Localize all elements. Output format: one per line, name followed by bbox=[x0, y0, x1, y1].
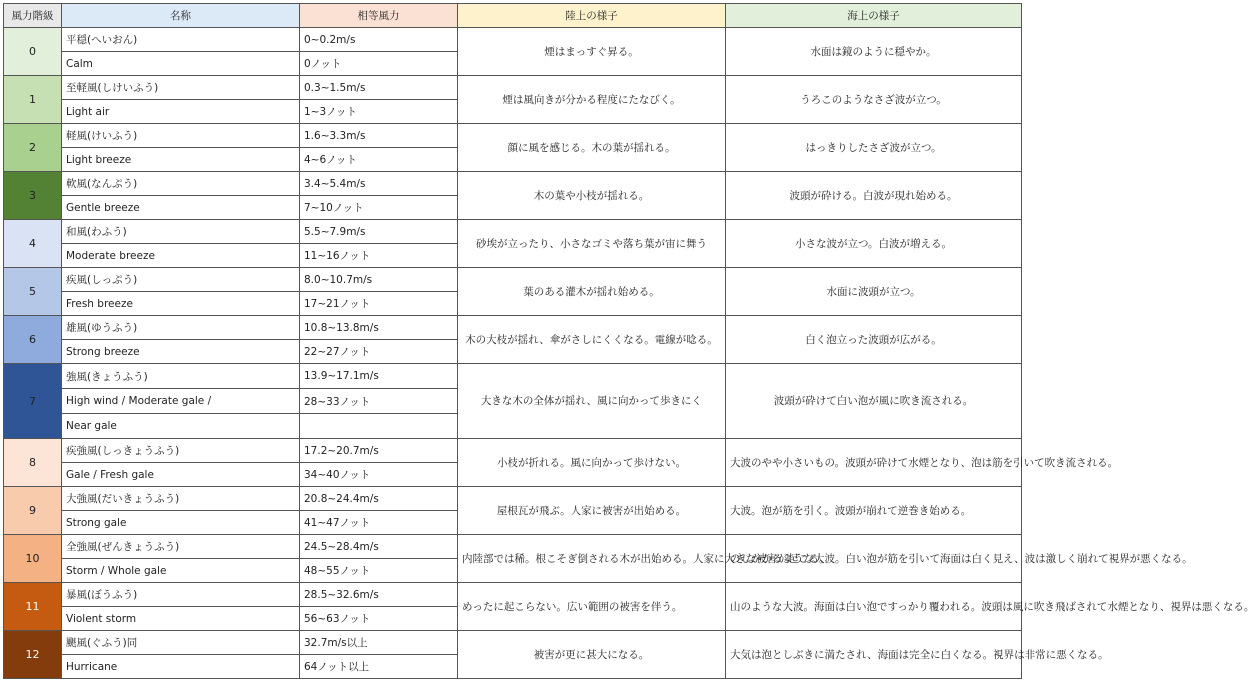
wind-speed-knots bbox=[300, 414, 458, 439]
wind-speed-knots: 28~33ノット bbox=[300, 389, 458, 414]
land-description: 大きな木の全体が揺れ、風に向かって歩きにく bbox=[458, 364, 726, 439]
name-jp: 軽風(けいふう) bbox=[62, 124, 300, 148]
table-row bbox=[4, 487, 1022, 511]
land-description: 砂埃が立ったり、小さなゴミや落ち葉が宙に舞う bbox=[458, 220, 726, 268]
level-cell: 1 bbox=[4, 76, 62, 124]
name-jp: 疾強風(しっきょうふう) bbox=[62, 439, 300, 463]
name-en: Gentle breeze bbox=[62, 196, 300, 220]
land-description: 葉のある灌木が揺れ始める。 bbox=[458, 268, 726, 316]
beaufort-scale-table bbox=[3, 3, 1254, 679]
name-jp: 和風(わふう) bbox=[62, 220, 300, 244]
header-name: 名称 bbox=[62, 4, 300, 28]
name-en: Light air bbox=[62, 100, 300, 124]
wind-speed-knots: 1~3ノット bbox=[300, 100, 458, 124]
wind-speed-ms: 10.8~13.8m/s bbox=[300, 316, 458, 340]
table-row bbox=[4, 268, 1022, 292]
table-body bbox=[4, 28, 1254, 679]
level-cell: 7 bbox=[4, 364, 62, 439]
wind-speed-ms: 8.0~10.7m/s bbox=[300, 268, 458, 292]
wind-speed-knots: 34~40ノット bbox=[300, 463, 458, 487]
sea-description: うろこのようなさざ波が立つ。 bbox=[726, 76, 1022, 124]
name-en: Calm bbox=[62, 52, 300, 76]
wind-speed-ms: 0~0.2m/s bbox=[300, 28, 458, 52]
sea-description: 山のような大波。海面は白い泡ですっかり覆われる。波頭は風に吹き飛ばされて水煙となり、視界は悪くなる。 bbox=[726, 583, 1022, 631]
level-cell: 3 bbox=[4, 172, 62, 220]
name-en: Strong gale bbox=[62, 511, 300, 535]
wind-speed-knots: 41~47ノット bbox=[300, 511, 458, 535]
land-description: 木の葉や小枝が揺れる。 bbox=[458, 172, 726, 220]
wind-speed-knots: 4~6ノット bbox=[300, 148, 458, 172]
header-row bbox=[4, 4, 1022, 28]
name-en: Fresh breeze bbox=[62, 292, 300, 316]
wind-speed-ms: 13.9~17.1m/s bbox=[300, 364, 458, 389]
name-jp: 颶風(ぐふう)同 bbox=[62, 631, 300, 655]
wind-speed-ms: 20.8~24.4m/s bbox=[300, 487, 458, 511]
wind-speed-ms: 32.7m/s以上 bbox=[300, 631, 458, 655]
level-cell: 9 bbox=[4, 487, 62, 535]
land-description: 木の大枝が揺れ、傘がさしにくくなる。電線が唸る。 bbox=[458, 316, 726, 364]
name-en: Moderate breeze bbox=[62, 244, 300, 268]
level-cell: 0 bbox=[4, 28, 62, 76]
table-row bbox=[4, 172, 1022, 196]
level-cell: 8 bbox=[4, 439, 62, 487]
sea-description: 水面に波頭が立つ。 bbox=[726, 268, 1022, 316]
wind-speed-ms: 1.6~3.3m/s bbox=[300, 124, 458, 148]
land-description: 顔に風を感じる。木の葉が揺れる。 bbox=[458, 124, 726, 172]
sea-description: のしかかるような大波。白い泡が筋を引いて海面は白く見え、波は激しく崩れて視界が悪くなる。 bbox=[726, 535, 1022, 583]
name-jp: 軟風(なんぷう) bbox=[62, 172, 300, 196]
sea-description: 小さな波が立つ。白波が増える。 bbox=[726, 220, 1022, 268]
wind-speed-knots: 0ノット bbox=[300, 52, 458, 76]
wind-speed-ms: 24.5~28.4m/s bbox=[300, 535, 458, 559]
table-row bbox=[4, 316, 1022, 340]
sea-description: 大波のやや小さいもの。波頭が砕けて水煙となり、泡は筋を引いて吹き流される。 bbox=[726, 439, 1022, 487]
level-cell: 11 bbox=[4, 583, 62, 631]
name-en: Violent storm bbox=[62, 607, 300, 631]
table-row bbox=[4, 439, 1022, 463]
land-description: 被害が更に甚大になる。 bbox=[458, 631, 726, 679]
name-jp: 至軽風(しけいふう) bbox=[62, 76, 300, 100]
land-description: 煙は風向きが分かる程度にたなびく。 bbox=[458, 76, 726, 124]
wind-speed-knots: 22~27ノット bbox=[300, 340, 458, 364]
table-row bbox=[4, 535, 1022, 559]
sea-description: はっきりしたさざ波が立つ。 bbox=[726, 124, 1022, 172]
name-jp: 疾風(しっぷう) bbox=[62, 268, 300, 292]
table-row bbox=[4, 631, 1022, 655]
name-jp: 強風(きょうふう) bbox=[62, 364, 300, 389]
name-en: Strong breeze bbox=[62, 340, 300, 364]
header-level: 風力階級 bbox=[4, 4, 62, 28]
name-en: Storm / Whole gale bbox=[62, 559, 300, 583]
level-cell: 4 bbox=[4, 220, 62, 268]
sea-description: 波頭が砕けて白い泡が風に吹き流される。 bbox=[726, 364, 1022, 439]
table-row bbox=[4, 124, 1022, 148]
table-row bbox=[4, 220, 1022, 244]
wind-speed-knots: 7~10ノット bbox=[300, 196, 458, 220]
table-row bbox=[4, 583, 1022, 607]
wind-speed-ms: 3.4~5.4m/s bbox=[300, 172, 458, 196]
name-en: Light breeze bbox=[62, 148, 300, 172]
wind-speed-knots: 64ノット以上 bbox=[300, 655, 458, 679]
header-wind: 相等風力 bbox=[300, 4, 458, 28]
wind-speed-ms: 5.5~7.9m/s bbox=[300, 220, 458, 244]
table-row bbox=[4, 364, 1022, 389]
land-description: 煙はまっすぐ昇る。 bbox=[458, 28, 726, 76]
table-row bbox=[4, 76, 1022, 100]
name-en: Hurricane bbox=[62, 655, 300, 679]
land-description: 屋根瓦が飛ぶ。人家に被害が出始める。 bbox=[458, 487, 726, 535]
wind-speed-knots: 48~55ノット bbox=[300, 559, 458, 583]
name-jp: 暴風(ぼうふう) bbox=[62, 583, 300, 607]
header-land: 陸上の様子 bbox=[458, 4, 726, 28]
level-cell: 5 bbox=[4, 268, 62, 316]
header-sea: 海上の様子 bbox=[726, 4, 1022, 28]
wind-speed-knots: 17~21ノット bbox=[300, 292, 458, 316]
name-en: High wind / Moderate gale / bbox=[62, 389, 300, 414]
name-jp: 全強風(ぜんきょうふう) bbox=[62, 535, 300, 559]
name-en: Near gale bbox=[62, 414, 300, 439]
sea-description: 大気は泡としぶきに満たされ、海面は完全に白くなる。視界は非常に悪くなる。 bbox=[726, 631, 1022, 679]
level-cell: 12 bbox=[4, 631, 62, 679]
land-description: めったに起こらない。広い範囲の被害を伴う。 bbox=[458, 583, 726, 631]
name-en: Gale / Fresh gale bbox=[62, 463, 300, 487]
table-row bbox=[4, 28, 1022, 52]
land-description: 小枝が折れる。風に向かって歩けない。 bbox=[458, 439, 726, 487]
level-cell: 2 bbox=[4, 124, 62, 172]
sea-description: 大波。泡が筋を引く。波頭が崩れて逆巻き始める。 bbox=[726, 487, 1022, 535]
name-jp: 大強風(だいきょうふう) bbox=[62, 487, 300, 511]
land-description: 内陸部では稀。根こそぎ倒される木が出始める。人家に大きな被害が起こる。 bbox=[458, 535, 726, 583]
wind-speed-ms: 28.5~32.6m/s bbox=[300, 583, 458, 607]
sea-description: 白く泡立った波頭が広がる。 bbox=[726, 316, 1022, 364]
name-jp: 平穏(へいおん) bbox=[62, 28, 300, 52]
wind-speed-ms: 17.2~20.7m/s bbox=[300, 439, 458, 463]
level-cell: 10 bbox=[4, 535, 62, 583]
sea-description: 水面は鏡のように穏やか。 bbox=[726, 28, 1022, 76]
name-jp: 雄風(ゆうふう) bbox=[62, 316, 300, 340]
wind-speed-ms: 0.3~1.5m/s bbox=[300, 76, 458, 100]
sea-description: 波頭が砕ける。白波が現れ始める。 bbox=[726, 172, 1022, 220]
wind-speed-knots: 56~63ノット bbox=[300, 607, 458, 631]
level-cell: 6 bbox=[4, 316, 62, 364]
wind-speed-knots: 11~16ノット bbox=[300, 244, 458, 268]
